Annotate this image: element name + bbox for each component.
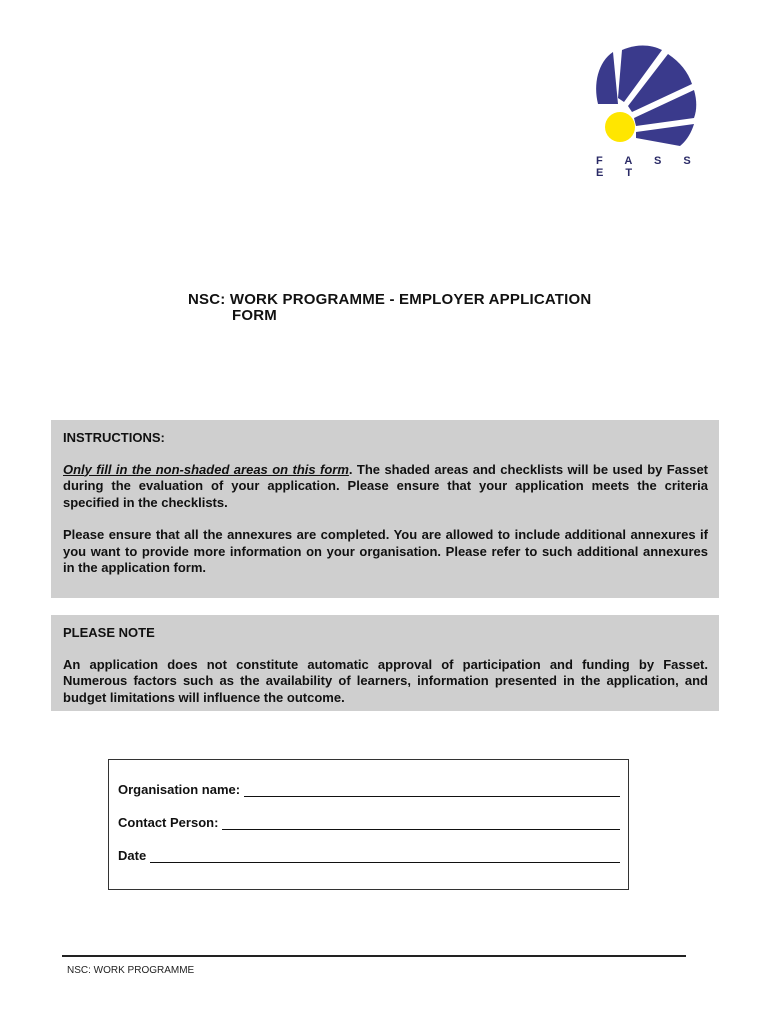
date-label: Date bbox=[118, 848, 147, 863]
contact-person-input-line[interactable] bbox=[222, 816, 620, 830]
date-field bbox=[118, 848, 620, 863]
instructions-paragraph-1-rest: . The shaded areas and checklists will be used by Fasset during the evaluation of your application. Please ensure that your application meets the criteria specified in the checklists. bbox=[63, 461, 708, 510]
instructions-paragraph-2: Please ensure that all the annexures are completed. You are allowed to include additional annexures if you want to provide more information on your organisation. Please refer to such additional annexures in the application form. bbox=[63, 527, 708, 575]
please-note-box bbox=[51, 615, 719, 711]
logo-wordmark: F A S S E T bbox=[596, 155, 701, 179]
applicant-details-box bbox=[108, 759, 629, 890]
instructions-box bbox=[51, 420, 719, 598]
instructions-heading: INSTRUCTIONS: bbox=[63, 430, 165, 445]
organisation-name-input-line[interactable] bbox=[244, 783, 620, 797]
organisation-name-label: Organisation name: bbox=[118, 782, 241, 797]
form-title bbox=[188, 292, 708, 324]
please-note-heading: PLEASE NOTE bbox=[63, 625, 155, 640]
footer-text: NSC: WORK PROGRAMME bbox=[67, 965, 195, 976]
logo-sun bbox=[605, 112, 635, 142]
form-title-line2: FORM bbox=[232, 307, 277, 324]
organisation-name-field bbox=[118, 782, 620, 797]
instructions-paragraph-1 bbox=[63, 462, 708, 512]
date-input-line[interactable] bbox=[150, 849, 620, 863]
footer-divider bbox=[62, 955, 686, 957]
form-title-line1: NSC: WORK PROGRAMME - EMPLOYER APPLICATION bbox=[188, 291, 592, 308]
contact-person-field bbox=[118, 815, 620, 830]
please-note-text: An application does not constitute automatic approval of participation and funding by Fasset. Numerous factors such as the availability of learners, information presented in the application, and budget limitations will influence the outcome. bbox=[63, 656, 708, 705]
instructions-emphasis: Only fill in the non-shaded areas on this form bbox=[63, 461, 349, 477]
contact-person-label: Contact Person: bbox=[118, 815, 219, 830]
